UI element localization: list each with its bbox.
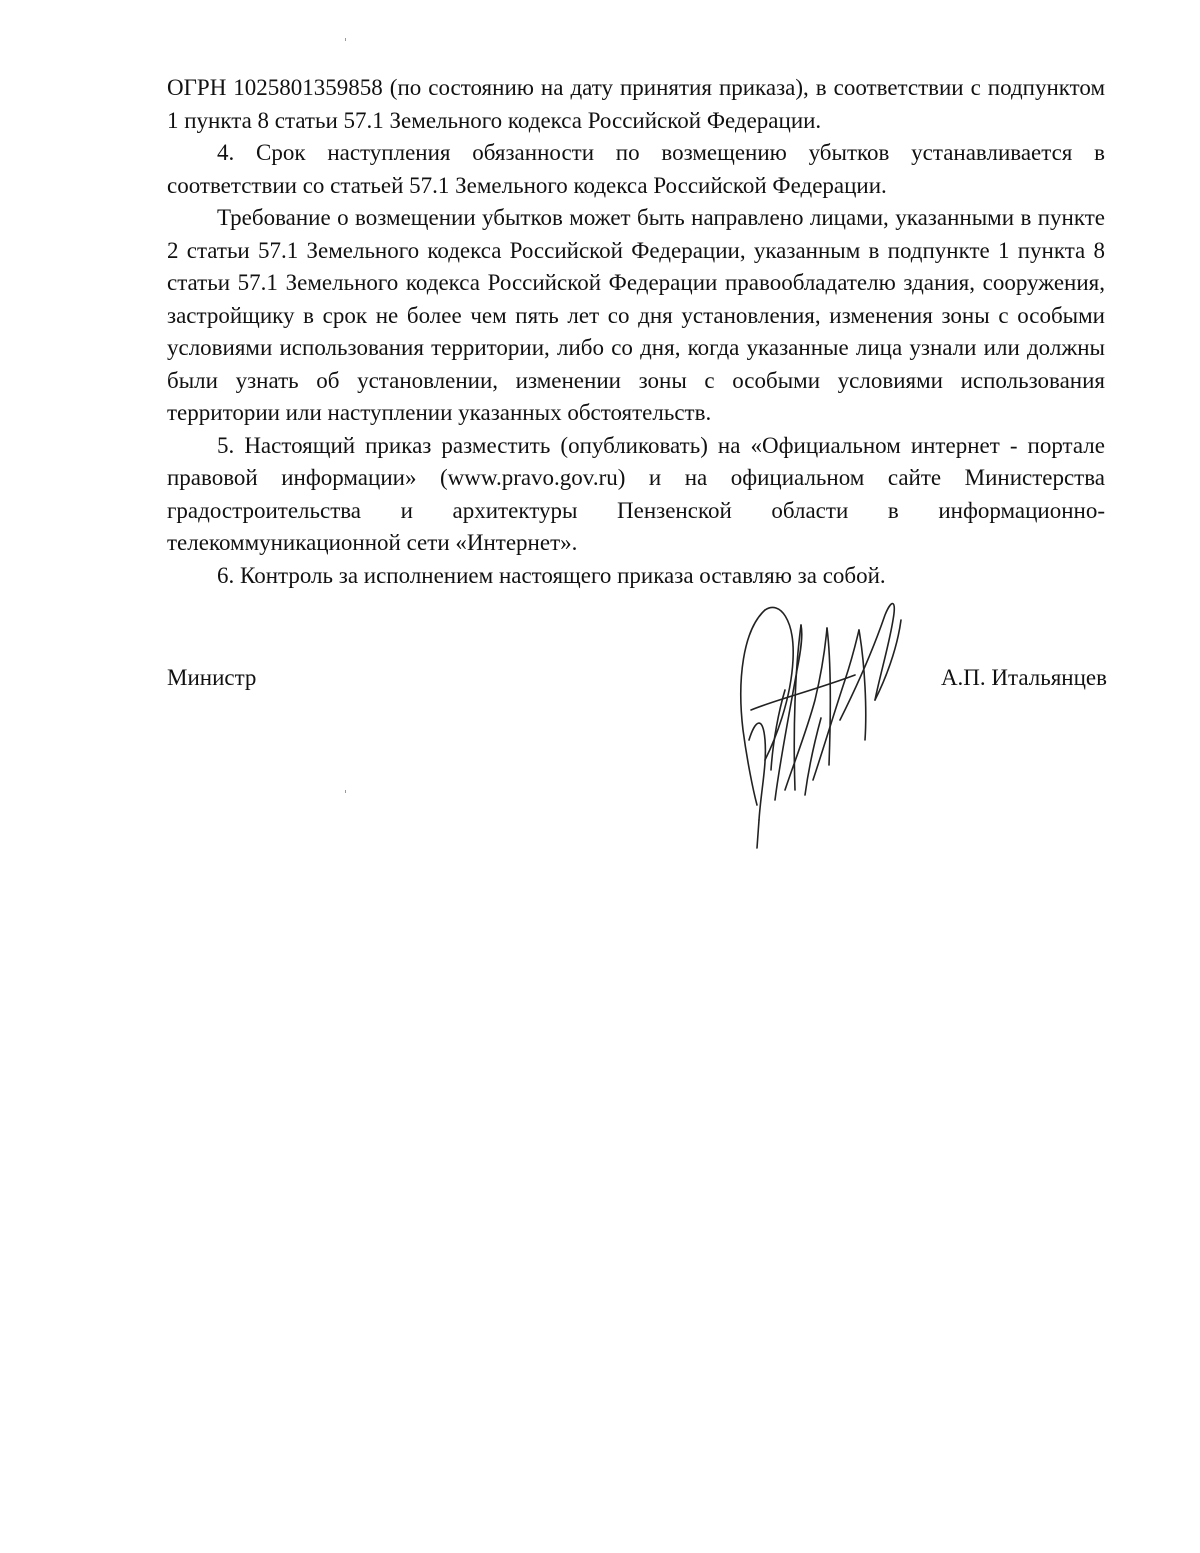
signer-position: Министр: [167, 665, 257, 690]
paragraph-item-5: 5. Настоящий приказ разместить (опубликовать) на «Официальном интернет - портале правовой информации» (www.pravo.gov.ru) и на официальном сайте Министерства градостроительства и архитектуры Пензенской области в информационно-телекоммуникационной сети «Интернет».: [167, 432, 1105, 555]
paragraph-claim-requirement: Требование о возмещении убытков может быть направлено лицами, указанными в пункте 2 статьи 57.1 Земельного кодекса Российской Федерации, указанным в подпункте 1 пункта 8 статьи 57.1 Земельного кодекса Российской Федерации правообладателю здания, сооружения, застройщику в срок не более чем пять лет со дня установления, изменения зоны с особыми условиями использования территории, либо со дня, когда указанные лица узнали или должны были узнать об установлении, изменении зоны с особыми условиями использования территории или наступлении указанных обстоятельств.: [167, 205, 1105, 425]
signature-block: [167, 662, 1107, 702]
scan-dot: [345, 38, 346, 41]
handwritten-signature: [735, 590, 905, 852]
paragraph-item-6: 6. Контроль за исполнением настоящего приказа оставляю за собой.: [217, 562, 886, 588]
document-body: [167, 72, 1105, 592]
scan-dot: [345, 790, 346, 793]
paragraph-ogrn: ОГРН 1025801359858 (по состоянию на дату принятия приказа), в соответствии с подпунктом 1 пункта 8 статьи 57.1 Земельного кодекса Российской Федерации.: [167, 75, 1105, 133]
paragraph-item-4: 4. Срок наступления обязанности по возмещению убытков устанавливается в соответствии со статьей 57.1 Земельного кодекса Российской Федерации.: [167, 140, 1105, 198]
signer-name: А.П. Итальянцев: [940, 665, 1107, 690]
